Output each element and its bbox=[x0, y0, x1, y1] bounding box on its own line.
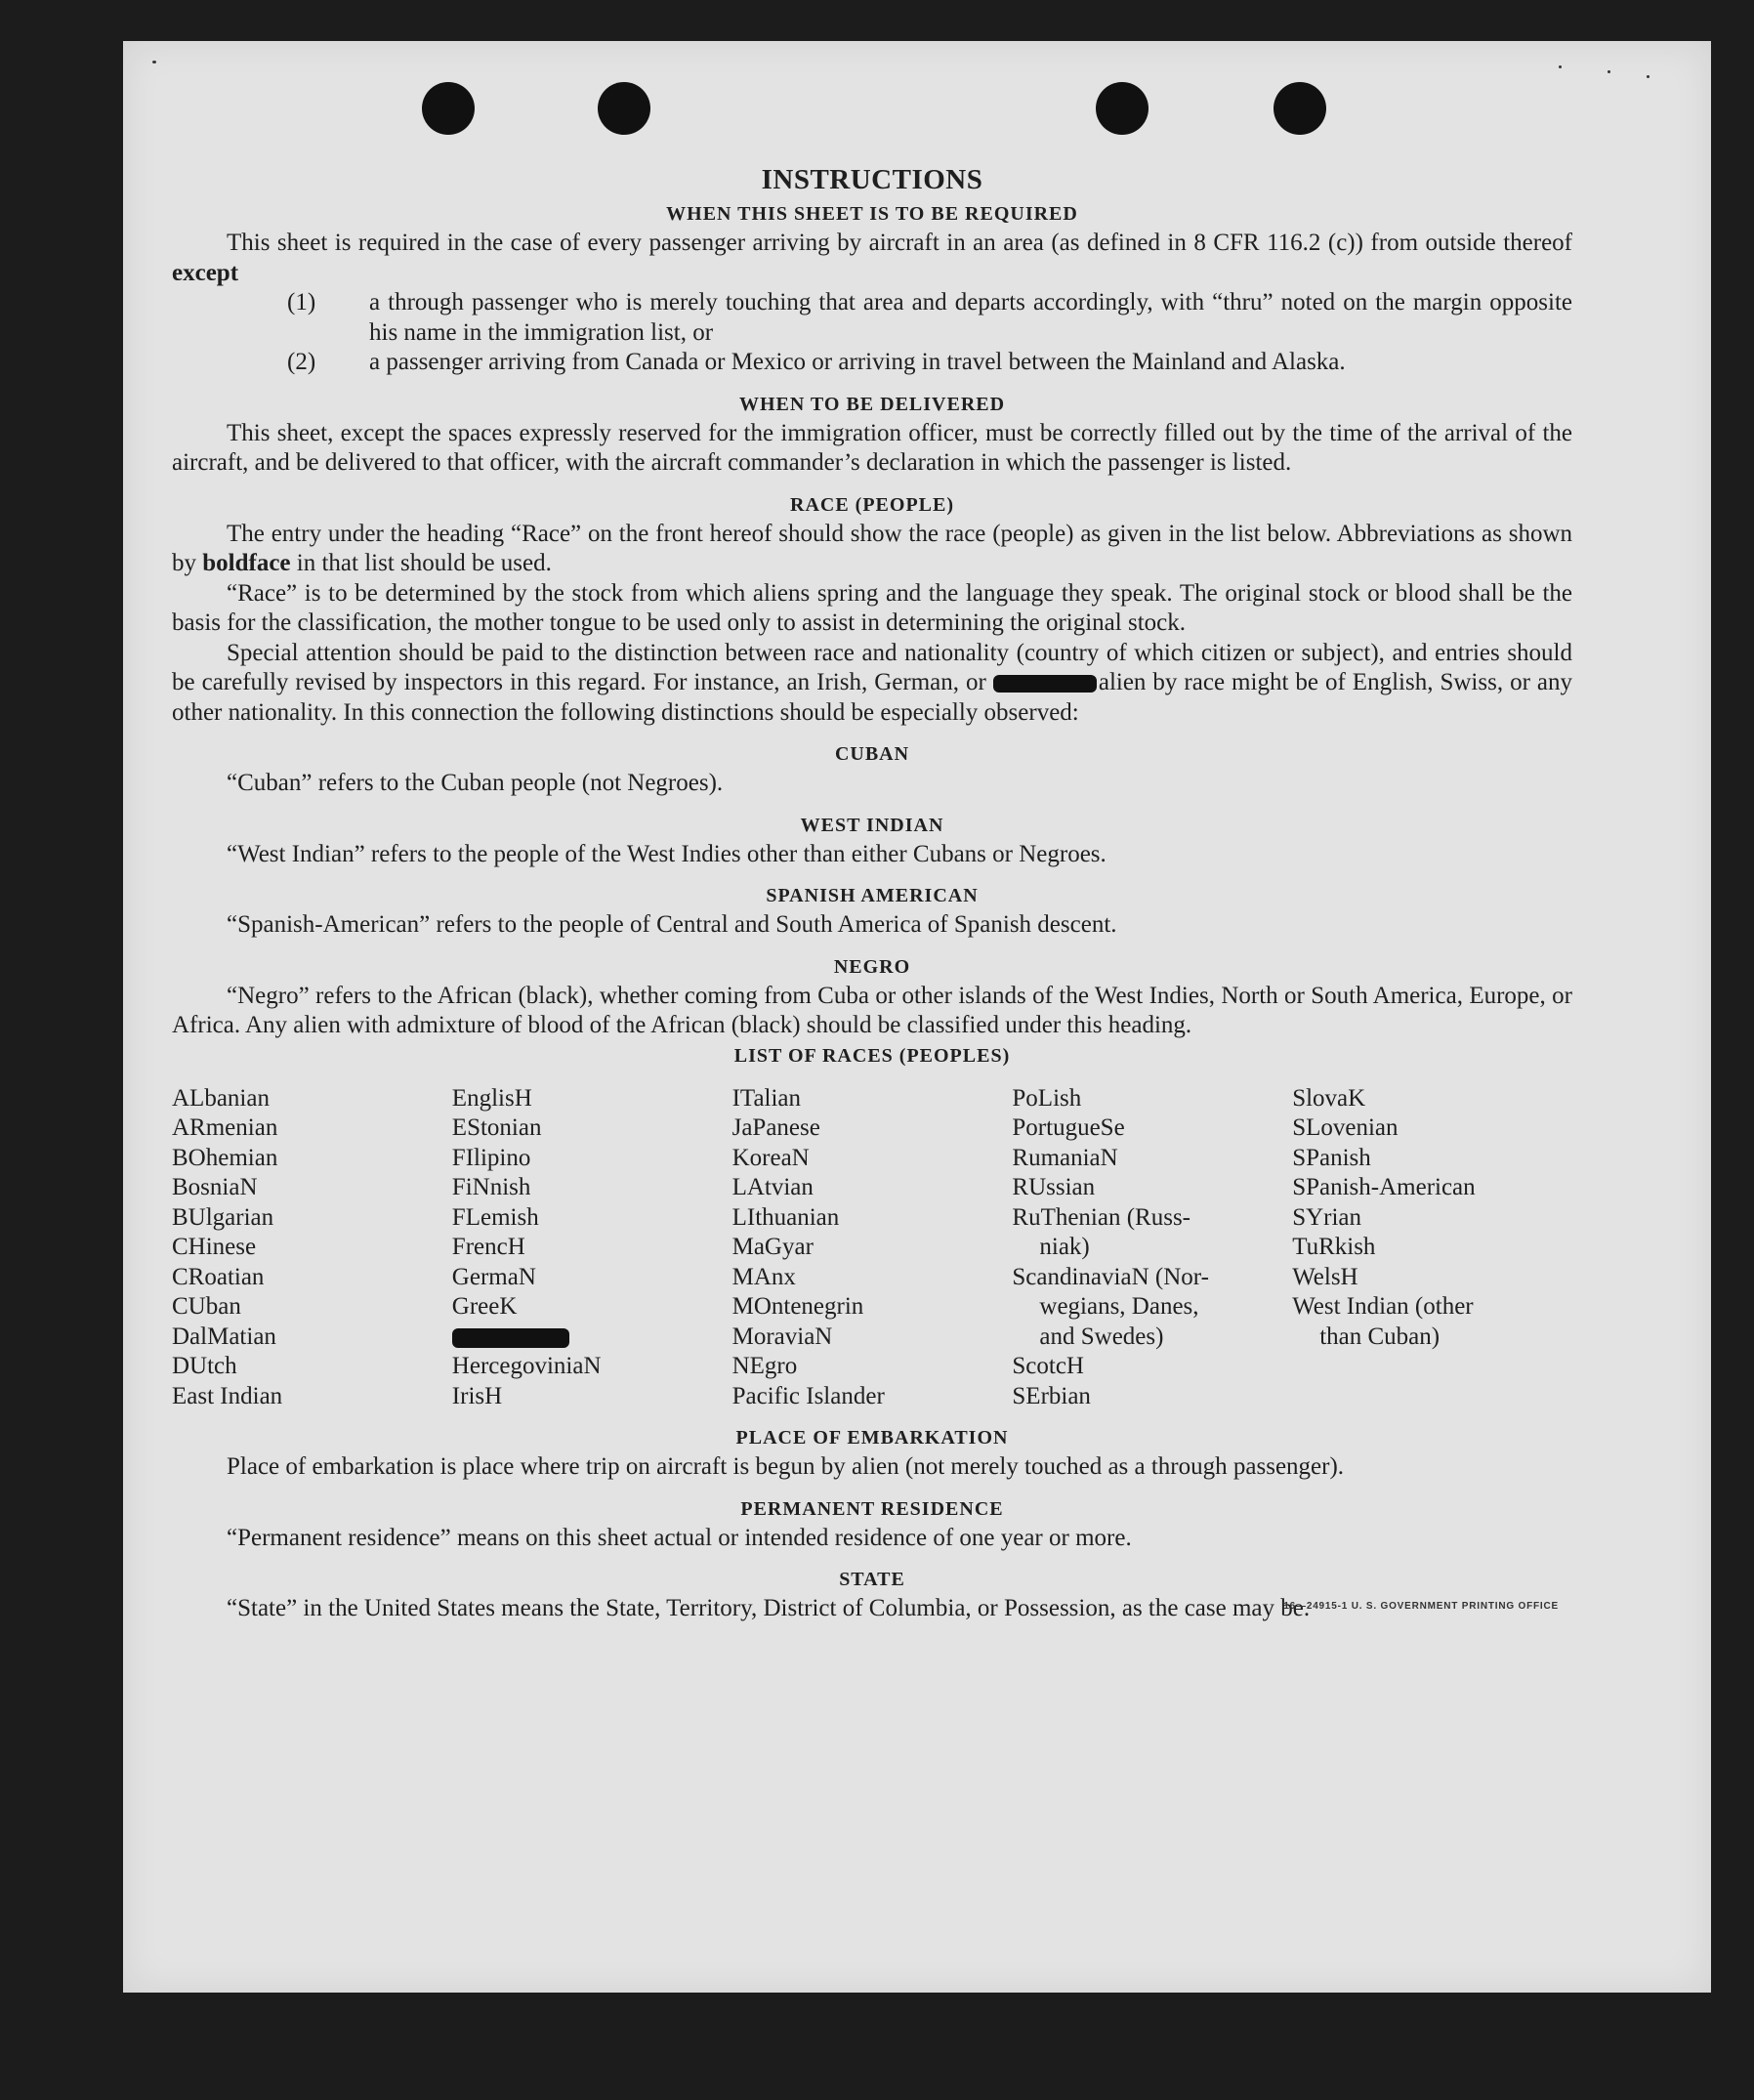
race-item: BUlgarian bbox=[172, 1203, 274, 1231]
race-item: WelsH bbox=[1292, 1263, 1358, 1290]
race-item: GermaN bbox=[451, 1263, 536, 1290]
race-item: PortugueSe bbox=[1012, 1114, 1125, 1141]
race-item: ALbanian bbox=[172, 1084, 270, 1112]
section-heading: WEST INDIAN bbox=[800, 814, 944, 836]
race-item: FrencH bbox=[451, 1234, 525, 1260]
race-item: ScotcH bbox=[1012, 1353, 1084, 1379]
race-item: CRoatian bbox=[172, 1263, 265, 1290]
section-heading: STATE bbox=[839, 1569, 905, 1590]
section-heading: NEGRO bbox=[833, 955, 911, 978]
race-item: FiNnish bbox=[451, 1174, 531, 1200]
section-heading: PERMANENT RESIDENCE bbox=[740, 1497, 1004, 1520]
section-heading: SPANISH AMERICAN bbox=[766, 885, 979, 906]
race-item: HercegoviniaN bbox=[451, 1353, 602, 1379]
paragraph: “Cuban” refers to the Cuban people (not Negroes). bbox=[227, 770, 724, 796]
redaction-mark bbox=[993, 675, 1097, 693]
race-item: MAnx bbox=[731, 1263, 796, 1290]
race-item: ITalian bbox=[731, 1084, 802, 1112]
race-item: FLemish bbox=[451, 1203, 539, 1231]
race-item: SLovenian bbox=[1292, 1114, 1399, 1141]
section-heading: LIST OF RACES (PEOPLES) bbox=[733, 1044, 1011, 1067]
printer-imprint: 16—24915-1 U. S. GOVERNMENT PRINTING OFFICE bbox=[1283, 1601, 1559, 1612]
document-page bbox=[123, 41, 1711, 1993]
race-item: wegians, Danes, bbox=[1039, 1293, 1199, 1320]
race-item: IrisH bbox=[451, 1382, 503, 1409]
race-item: NEgro bbox=[731, 1353, 798, 1379]
redaction-mark bbox=[452, 1323, 732, 1353]
race-item: PoLish bbox=[1012, 1084, 1082, 1112]
race-item: CUban bbox=[172, 1293, 241, 1320]
section-heading: WHEN TO BE DELIVERED bbox=[738, 393, 1006, 415]
race-item: niak) bbox=[1039, 1234, 1090, 1260]
race-item: TuRkish bbox=[1292, 1234, 1376, 1260]
race-item: RumaniaN bbox=[1012, 1144, 1118, 1171]
race-item: SlovaK bbox=[1292, 1084, 1366, 1112]
list-item: (2) a passenger arriving from Canada or Mexico or arriving in travel between the Mainland and Alaska. bbox=[287, 349, 1346, 375]
race-item: ARmenian bbox=[172, 1114, 278, 1141]
race-item: LAtvian bbox=[731, 1174, 814, 1200]
race-item: Pacific Islander bbox=[731, 1382, 885, 1409]
speck bbox=[1608, 70, 1610, 73]
race-list bbox=[172, 1084, 1572, 1412]
race-item: than Cuban) bbox=[1319, 1323, 1441, 1350]
paragraph: “State” in the United States means the State, Territory, District of Columbia, or Possession, as the case may be. bbox=[227, 1595, 1311, 1621]
punch-hole bbox=[1096, 82, 1148, 135]
paragraph: “Negro” refers to the African (black), whether coming from Cuba or other islands of the West Indies, North or South America, Europe, or Africa. Any alien with admixture of blood of the African (black) should be classified under this heading. bbox=[172, 982, 1572, 1038]
race-item: SPanish-American bbox=[1292, 1174, 1476, 1200]
section-heading: RACE (PEOPLE) bbox=[790, 493, 954, 516]
race-item: KoreaN bbox=[731, 1144, 810, 1171]
speck bbox=[1647, 75, 1650, 78]
paragraph: “West Indian” refers to the people of the West Indies other than either Cubans or Negroes. bbox=[227, 840, 1107, 867]
redaction-mark bbox=[452, 1328, 569, 1348]
speck bbox=[1559, 65, 1562, 68]
race-item: ScandinaviaN (Nor- bbox=[1012, 1263, 1209, 1290]
race-item: and Swedes) bbox=[1039, 1323, 1164, 1350]
final-paragraph bbox=[172, 1594, 1572, 1624]
paragraph: “Race” is to be determined by the stock from which aliens spring and the language they speak. The original stock or blood shall be the basis for the classification, the mother tongue to be used only to assist in determining the original stock. bbox=[172, 579, 1572, 636]
section-heading: CUBAN bbox=[834, 743, 910, 765]
section-heading: WHEN THIS SHEET IS TO BE REQUIRED bbox=[666, 203, 1078, 225]
punch-hole bbox=[1274, 82, 1326, 135]
race-item: SErbian bbox=[1012, 1382, 1091, 1409]
paragraph: “Permanent residence” means on this sheet actual or intended residence of one year or more. bbox=[227, 1524, 1132, 1551]
race-item: GreeK bbox=[451, 1293, 518, 1320]
instructions-content bbox=[172, 160, 1572, 1624]
paragraph: Place of embarkation is place where trip on aircraft is begun by alien (not merely touched as a through passenger). bbox=[227, 1453, 1345, 1480]
race-column bbox=[452, 1084, 732, 1412]
race-column bbox=[172, 1084, 452, 1412]
race-item: CHinese bbox=[172, 1234, 257, 1260]
paragraph: The entry under the heading “Race” on the front hereof should show the race (people) as given in the list below. Abbreviations as shown by boldface in that list should be used. bbox=[172, 520, 1572, 576]
race-item: BosniaN bbox=[172, 1174, 258, 1200]
punch-hole bbox=[598, 82, 650, 135]
race-item: SPanish bbox=[1292, 1144, 1371, 1171]
race-item: West Indian (other bbox=[1292, 1293, 1474, 1320]
section-heading: PLACE OF EMBARKATION bbox=[735, 1427, 1009, 1449]
race-column bbox=[1292, 1084, 1572, 1412]
race-item: DalMatian bbox=[172, 1323, 276, 1350]
race-item: East Indian bbox=[172, 1382, 283, 1409]
race-item: MOntenegrin bbox=[731, 1293, 864, 1320]
paragraph: This sheet is required in the case of every passenger arriving by aircraft in an area (as defined in 8 CFR 116.2 (c)) from outside thereof except bbox=[172, 230, 1572, 286]
race-item: DUtch bbox=[172, 1353, 237, 1379]
paragraph: “Spanish-American” refers to the people of Central and South America of Spanish descent. bbox=[227, 911, 1117, 938]
race-item: RuThenian (Russ- bbox=[1012, 1203, 1191, 1231]
race-item: FIlipino bbox=[451, 1144, 531, 1171]
race-item: LIthuanian bbox=[731, 1203, 840, 1231]
race-item: RUssian bbox=[1012, 1174, 1096, 1200]
punch-hole bbox=[422, 82, 475, 135]
race-column bbox=[1012, 1084, 1292, 1412]
race-column bbox=[732, 1084, 1013, 1412]
race-item: JaPanese bbox=[731, 1114, 820, 1141]
race-item: EStonian bbox=[451, 1114, 542, 1141]
speck bbox=[152, 61, 156, 63]
race-item: SYrian bbox=[1292, 1203, 1362, 1231]
race-item: EnglisH bbox=[451, 1084, 532, 1112]
race-item: BOhemian bbox=[172, 1144, 278, 1171]
page-title: INSTRUCTIONS bbox=[761, 164, 983, 195]
list-item: (1) a through passenger who is merely touching that area and departs accordingly, with “thru” noted on the margin opposite his name in the immigration list, or bbox=[287, 289, 1572, 346]
race-item: MoraviaN bbox=[731, 1323, 833, 1350]
paragraph: This sheet, except the spaces expressly reserved for the immigration officer, must be correctly filled out by the time of the arrival of the aircraft, and be delivered to that officer, with the aircraft commander’s declaration in which the passenger is listed. bbox=[172, 419, 1572, 476]
paragraph: Special attention should be paid to the distinction between race and nationality (country of which citizen or subject), and entries should be carefully revised by inspectors in this regard. For instance, an Irish, German, or alien by race might be of English, Swiss, or any other nationality. In this connection the following distinctions should be especially observed: bbox=[172, 639, 1572, 726]
race-item: MaGyar bbox=[731, 1234, 814, 1260]
